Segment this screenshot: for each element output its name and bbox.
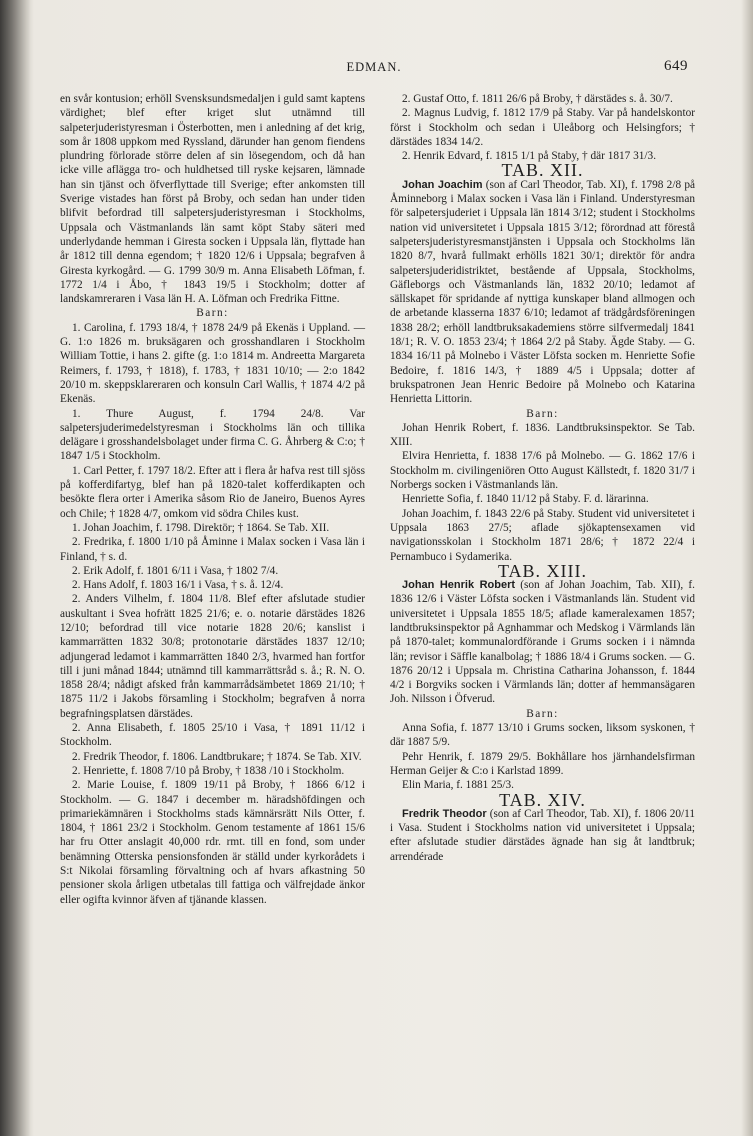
text-paragraph: Johan Joachim, f. 1843 22/6 på Staby. Student vid universitetet i Uppsala 1863 27/5; aflade sjökaptensexamen vid navigationsskolan i Stockholm 1871 28/6; † 1872 22/4 i Pernambuco i Sydamerika. xyxy=(390,507,695,563)
entry-name: Johan Henrik Robert xyxy=(402,579,516,592)
children-label: Barn: xyxy=(526,407,559,420)
entry-name: Johan Joachim xyxy=(402,178,483,191)
left-column xyxy=(60,92,365,907)
text-paragraph: Elvira Henrietta, f. 1838 17/6 på Molnebo. — G. 1862 17/6 i Stockholm m. civilingeniören Otto August Källstedt, f. 1820 31/7 i Norbergs socken i Västmanlands län. xyxy=(390,450,695,492)
text-paragraph: 2. Marie Louise, f. 1809 19/11 på Broby, † 1866 6/12 i Stockholm. — G. 1847 i december m. häradshöfdingen och primariekämnären i Stockholms stads kämnärsrätt Nils Otter, f. 1804, † 1861 23/2 i Stockholm. Genom testamente af 1861 15/6 har fru Otter anslagit 40,000 rdr. rmt. till en fond, som under benämning Otterska pensionsfonden är ställd under kyrkorådets i S:t Nikolai församling förvaltning och af hvars afkastning 50 pensioner skola årligen utbetalas till fattiga och välfrejdade änkor eller ogifta kvinnor äfven af tjänande klassen. xyxy=(60,779,365,906)
children-label: Barn: xyxy=(196,307,229,320)
text-paragraph: 2. Henriette, f. 1808 7/10 på Broby, † 1838 /10 i Stockholm. xyxy=(72,764,345,777)
table-heading: TAB. XII. xyxy=(501,160,584,181)
text-paragraph: Pehr Henrik, f. 1879 29/5. Bokhållare hos järnhandelsfirman Herman Geijer & C:o i Karlstad 1899. xyxy=(390,750,695,777)
right-column xyxy=(390,92,695,864)
text-paragraph: 2. Anders Vilhelm, f. 1804 11/8. Blef efter afslutade studier auskultant i Svea hofrätt 1825 21/6; e. o. notarie därstädes 1826 12/10; befordrad till vice notarie 1828 20/6; kanslist i kammarrätten 1832 30/8; protonotarie därstädes 1837 12/10; adjungerad ledamot i kammarrätten 1840 2/3, hvarmed han fortfor till i juni månad 1844; utnämnd till kammarrättsråd s. å.; R. N. O. 1858 28/4; nådigt afsked från kammarrådsämbetet 1869 21/10; † 1875 11/2 i Jakobs församling i Stockholm; begrafven å norra begrafningsplatsen därstädes. xyxy=(60,593,365,720)
children-label: Barn: xyxy=(526,707,559,720)
text-paragraph: Johan Henrik Robert, f. 1836. Landtbruksinspektor. Se Tab. XIII. xyxy=(390,421,695,449)
genealogy-entry xyxy=(390,178,695,407)
text-paragraph: 1. Johan Joachim, f. 1798. Direktör; † 1864. Se Tab. XII. xyxy=(72,521,330,534)
text-paragraph: Henriette Sofia, f. 1840 11/12 på Staby. F. d. lärarinna. xyxy=(402,493,649,506)
book-spine-shadow xyxy=(0,0,30,1136)
text-paragraph: 1. Thure August, f. 1794 24/8. Var salpetersjuderimedelstyresman i Stockholms län och tillika delägare i grosshandelsbolaget under firma C. G. Åhrberg & C:o; † 1847 1/5 i Stockholm. xyxy=(60,407,365,463)
text-paragraph: en svår kontusion; erhöll Svensksundsmedaljen i guld samt kaptens värdighet; blef efter kriget slut utnämnd till salpeterjuderistyresman i Österbotten, men i anledning af det krig, som år 1808 uppkom med Ryssland, därunder han genom fiendens plundring förlorade större delen af sin lösegendom, och då han icke ville aflägga tro- och huldhetsed till ryske kejsaren, lämnade han sin tjänst och öfverflyttade till Sverige; efter ankomsten till Sverige vistades han först på Broby, och sedan han under tiden blifvit befordrad till salpetersjuderistyresman i Stockholms, Uppsala och Västmanlands län samt köpt Staby säteri med underlydande hemman i Giresta socken i Uppsala län, flyttade han år 1812 till denna egendom; † 1820 12/6 i Uppsala; begrafven å Giresta kyrkogård. — G. 1799 30/9 m. Anna Elisabeth Löfman, f. 1772 1/4 i Åbo, † 1843 19/5 i Stockholm; dotter af landskamreraren i Vasa län H. A. Löfman och Fredrika Fittne. xyxy=(60,93,365,306)
text-paragraph: 2. Gustaf Otto, f. 1811 26/6 på Broby, † därstädes s. å. 30/7. xyxy=(402,93,673,105)
text-paragraph: 2. Hans Adolf, f. 1803 16/1 i Vasa, † s. å. 12/4. xyxy=(72,579,284,592)
text-paragraph: 1. Carolina, f. 1793 18/4, † 1878 24/9 på Ekenäs i Uppland. — G. 1:o 1826 m. bruksägaren och grosshandlaren i Stockholm William Tottie, i hans 2. gifte (g. 1:o 1814 m. Andreetta Margareta Reimers, f. 1793, † 1818), f. 1783, † 1831 10/10; — 2:o 1842 20/10 m. skeppsklareraren och konsuln Carl Wallis, † 1874 4/2 på Ekenäs. xyxy=(60,321,365,406)
text-paragraph: 2. Erik Adolf, f. 1801 6/11 i Vasa, † 1802 7/4. xyxy=(72,564,279,577)
table-heading: TAB. XIII. xyxy=(497,560,588,581)
entry-text: (son af Carl Theodor, Tab. XI), f. 1798 2/8 på Åminneborg i Malax socken i Vasa län i Finland. Understyresman för salpetersjuderiet i Uppsala län 1814 3/12; student i Stockholms nation vid universitetet i Uppsala 1815 3/12; förordnad att förestå salpetersjuderistyresmanstjänsten i Uppsala och Stockholms län 1820 8/7, hvarå fullmakt erhölls 1821 30/1; direktör för andra salpetersjuderidistriktet, bestående af Uppsala, Stockholms, Gäfleborgs och Västmanlands län, 1832 20/10; ledamot af sällskapet för spridande af nyttiga kunskaper bland allmogen och de arbetande klasserna 1837 6/10; ledamot af trädgårdsföreningen 1838 28/2; erhöll landtbruksakademiens större silfvermedalj 1841 18/1; R. V. O. 1853 23/4; † 1864 2/2 på Staby. Ägde Staby. — G. 1834 16/11 på Molnebo i Väster Löfsta socken m. Henriette Sofie Bedoire, f. 1816 14/3, † 1889 4/5 i Uppsala; dotter af brukspatronen Jean Henric Bedoire på Molnebo och Katarina Henrietta Littorin. xyxy=(390,178,696,406)
page-header xyxy=(60,58,688,80)
entry-text: (son af Johan Joachim, Tab. XII), f. 1836 12/6 i Väster Löfsta socken i Västmanlands län. Student vid universitetet i Uppsala 1855 18/5; aflade kameralexamen 1857; landtbruksinspektor på Agnhammar och Medskog i Värmlands län på 1870-talet; kommunalordförande i Grums socken i i nämnda län; revisor i Säffle kanalbolag; † 1886 18/4 i Grums socken. — G. 1876 20/12 i Uppsala m. Christina Catharina Johansson, f. 1844 4/2 i Borgviks socken i Värmlands län; dotter af hemmansägaren Joh. Nilsson i Öfverud. xyxy=(390,579,695,706)
text-paragraph: 1. Carl Petter, f. 1797 18/2. Efter att i flera år hafva rest till sjöss på kofferdifartyg, blef han på 1820-talet kofferdikapten och besökte flera orter i Amerika såsom Rio de Janeiro, Buenos Ayres och Chile; † 1828 4/7, omkom vid södra Chiles kust. xyxy=(60,464,365,520)
text-paragraph: Anna Sofia, f. 1877 13/10 i Grums socken, liksom syskonen, † där 1887 5/9. xyxy=(390,722,695,749)
text-paragraph: 2. Magnus Ludvig, f. 1812 17/9 på Staby. Var på handelskontor först i Stockholm och sedan i Uleåborg och Helsingfors; † därstädes 1834 14/2. xyxy=(390,107,695,148)
entry-text: (son af Carl Theodor, Tab. XI), f. 1806 20/11 i Vasa. Student i Stockholms nation vid universitetet i Uppsala; efter afslutade studier därstädes ägnade han sig åt landtbruk; arrendérade xyxy=(390,807,696,863)
text-paragraph: 2. Henrik Edvard, f. 1815 1/1 på Staby, † där 1817 31/3. xyxy=(402,150,657,163)
text-paragraph: 2. Anna Elisabeth, f. 1805 25/10 i Vasa, † 1891 11/12 i Stockholm. xyxy=(60,722,365,749)
page-edge-shadow xyxy=(741,0,753,1136)
entry-name: Fredrik Theodor xyxy=(402,807,487,820)
text-paragraph: 2. Fredrika, f. 1800 1/10 på Åminne i Malax socken i Vasa län i Finland, † s. d. xyxy=(60,536,365,563)
running-head: EDMAN. xyxy=(346,60,402,74)
genealogy-entry xyxy=(390,807,695,864)
table-heading: TAB. XIV. xyxy=(499,789,586,810)
text-paragraph: 2. Fredrik Theodor, f. 1806. Landtbrukare; † 1874. Se Tab. XIV. xyxy=(72,750,362,763)
page-number: 649 xyxy=(664,58,688,74)
text-paragraph: Elin Maria, f. 1881 25/3. xyxy=(402,779,515,792)
genealogy-entry xyxy=(390,578,695,707)
